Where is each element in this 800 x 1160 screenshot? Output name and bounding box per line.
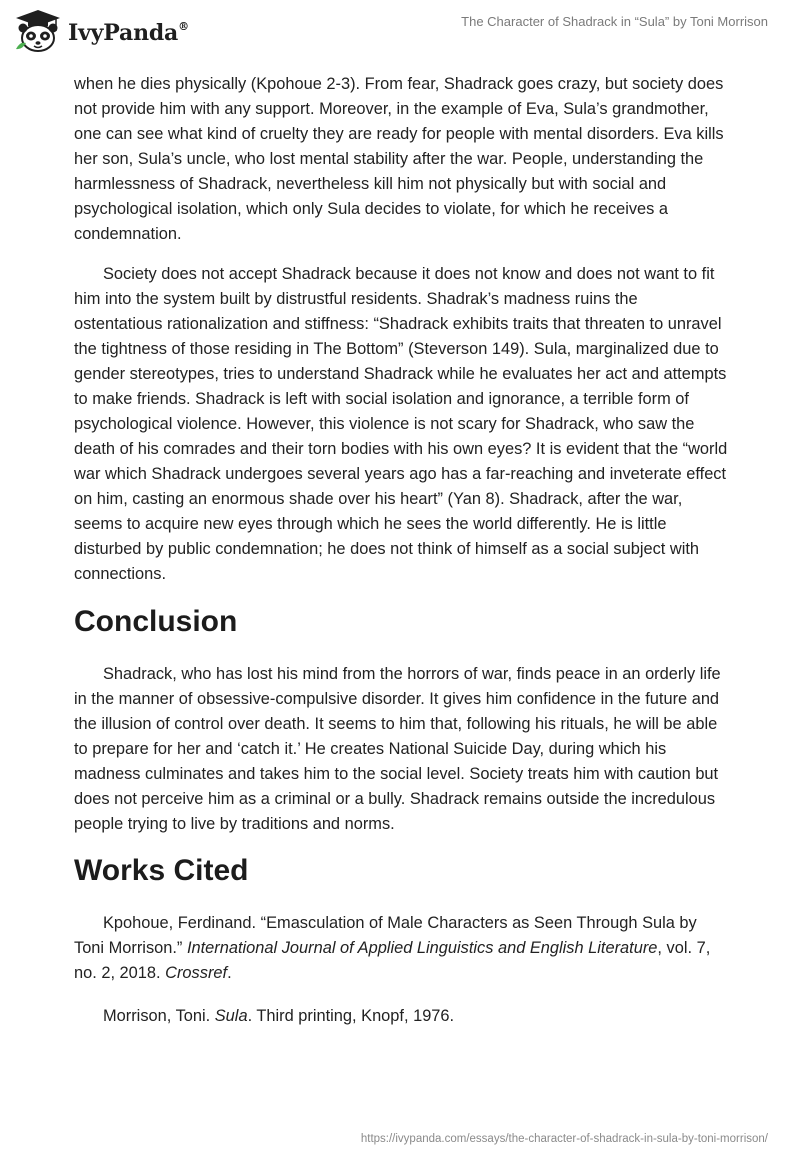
works-cited-heading: Works Cited: [74, 854, 249, 887]
panda-graduate-icon: [14, 9, 62, 53]
paragraph-1: when he dies physically (Kpohoue 2-3). From fear, Shadrack goes crazy, but society does not provide him with any support. Moreover, in the example of Eva, Sula’s grandmother, one can see what kind of cruelty they are ready for people with mental disorders. Eva kills her son, Sula’s uncle, who lost mental stability after the war. People, understanding the harmlessness of Shadrack, nevertheless kill him not physically but with social and psychological isolation, which only Sula decides to violate, for which he receives a condemnation.: [74, 75, 724, 243]
essay-content: [74, 72, 730, 1047]
page-header: [0, 0, 800, 64]
conclusion-heading: Conclusion: [74, 605, 238, 638]
citation-morrison: Morrison, Toni. Sula. Third printing, Knopf, 1976.: [103, 1007, 455, 1025]
brand-name: IvyPanda®: [68, 19, 189, 46]
source-url-link[interactable]: https://ivypanda.com/essays/the-character-of-shadrack-in-sula-by-toni-morrison/: [360, 1133, 768, 1145]
document-title: The Character of Shadrack in “Sula” by Toni Morrison: [461, 14, 768, 29]
citation-kpohoue: Kpohoue, Ferdinand. “Emasculation of Male Characters as Seen Through Sula by Toni Morrison.” International Journal of Applied Linguistics and English Literature, vol. 7, no. 2, 2018. Crossref.: [74, 914, 711, 982]
paragraph-conclusion: Shadrack, who has lost his mind from the horrors of war, finds peace in an orderly life in the manner of obsessive-compulsive disorder. It gives him confidence in the future and the illusion of control over death. It seems to him that, following his rituals, he will be able to prepare for her and ‘catch it.’ He creates National Suicide Day, during which his madness culminates and takes him to the social level. Society treats him with caution but does not perceive him as a criminal or a bully. Shadrack remains outside the incredulous people trying to live by traditions and norms.: [74, 665, 721, 833]
ivypanda-logo[interactable]: [14, 9, 189, 53]
paragraph-2: Society does not accept Shadrack because it does not know and does not want to fit him into the system built by distrustful residents. Shadrak’s madness ruins the ostentatious rationalization and stiffness: “Shadrack exhibits traits that threaten to unravel the tightness of those residing in The Bottom” (Steverson 149). Sula, marginalized due to gender stereotypes, tries to understand Shadrack while he evaluates her act and attempts to make friends. Shadrack is left with social isolation and ignorance, a terrible form of psychological violence. However, this violence is not scary for Shadrack, who saw the death of his comrades and their torn bodies with his own eyes? It is evident that the “world war which Shadrack undergoes several years ago has a far-reaching and inveterate effect on him, casting an enormous shade over his heart” (Yan 8). Shadrack, after the war, seems to acquire new eyes through which he sees the world differently. He is little disturbed by public condemnation; he does not think of himself as a social subject with connections.: [74, 265, 728, 583]
